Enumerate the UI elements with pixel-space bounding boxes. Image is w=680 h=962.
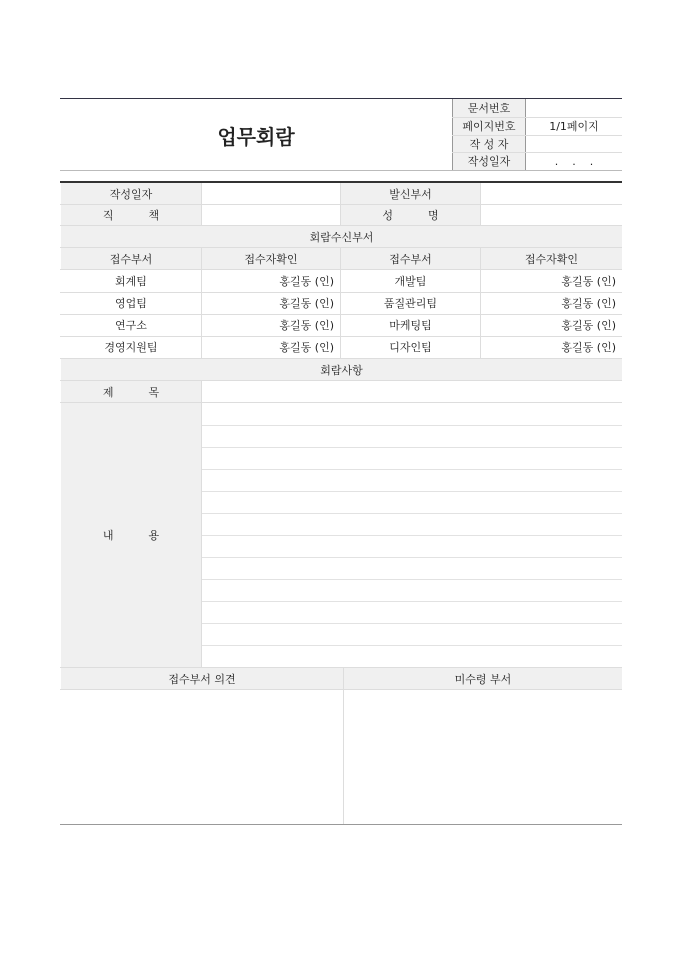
recipient-confirm[interactable]: 홍길동 (인) [279, 341, 334, 354]
col-header-confirm-2: 접수자확인 [524, 252, 579, 266]
content-line [202, 601, 622, 602]
content-line [202, 645, 622, 646]
recipient-confirm[interactable]: 홍길동 (인) [561, 297, 616, 310]
table-bottom-rule [60, 824, 622, 825]
sender-dept-label: 발신부서 [389, 187, 432, 201]
meta-page-number-label: 페이지번호 [462, 120, 516, 133]
subject-label: 제 목 [61, 381, 201, 402]
col-header-dept-1: 접수부서 [109, 252, 153, 266]
meta-date-value[interactable]: . . . [554, 154, 594, 168]
col-header-confirm-1: 접수자확인 [244, 252, 298, 266]
col-divider [340, 183, 341, 225]
content-label: 내 용 [61, 403, 201, 667]
date-value[interactable] [202, 183, 340, 204]
opinion-body[interactable] [61, 690, 343, 823]
content-line [202, 469, 622, 470]
sender-dept-value[interactable] [481, 183, 622, 204]
opinion-label: 접수부서 의견 [168, 672, 236, 686]
name-value[interactable] [481, 204, 622, 225]
col-divider [480, 183, 481, 225]
recipients-section-title: 회람수신부서 [61, 226, 622, 247]
content-line [202, 579, 622, 580]
meta-author-value[interactable] [526, 135, 622, 152]
meta-page-number-value: 1/1페이지 [549, 120, 599, 133]
col-divider [201, 183, 202, 225]
header-bottom-rule [60, 170, 622, 171]
date-label: 작성일자 [109, 187, 153, 201]
col-header-dept-2: 접수부서 [389, 252, 432, 266]
meta-doc-number-value[interactable] [526, 99, 622, 117]
content-line [202, 491, 622, 492]
recipient-confirm[interactable]: 홍길동 (인) [279, 275, 334, 288]
col-divider [340, 248, 341, 358]
recipient-dept: 개발팀 [394, 275, 427, 288]
content-line [202, 513, 622, 514]
meta-date-label: 작성일자 [467, 155, 511, 168]
name-label: 성 명 [382, 208, 439, 222]
document-title: 업무회람 [217, 124, 295, 149]
recipient-dept: 디자인팀 [389, 341, 432, 354]
col-divider [480, 248, 481, 358]
recipient-confirm[interactable]: 홍길동 (인) [279, 297, 334, 310]
meta-author-label: 작 성 자 [469, 137, 509, 151]
recipient-confirm[interactable]: 홍길동 (인) [561, 319, 616, 332]
content-line [202, 557, 622, 558]
subject-value[interactable] [202, 381, 622, 402]
col-divider [201, 248, 202, 358]
content-body[interactable] [202, 403, 622, 667]
content-line [202, 535, 622, 536]
recipient-confirm[interactable]: 홍길동 (인) [561, 275, 616, 288]
unreceived-body[interactable] [344, 690, 622, 823]
recipient-dept: 영업팀 [115, 297, 147, 310]
recipient-confirm[interactable]: 홍길동 (인) [279, 319, 334, 332]
recipient-confirm[interactable]: 홍길동 (인) [561, 341, 616, 354]
content-line [202, 623, 622, 624]
recipient-dept: 품질관리팀 [383, 297, 438, 310]
recipient-dept: 마케팅팀 [389, 319, 432, 332]
circular-section-title: 회람사항 [61, 359, 622, 380]
content-line [202, 447, 622, 448]
content-line [202, 425, 622, 426]
recipient-dept: 경영지원팀 [104, 341, 158, 354]
recipient-dept: 회계팀 [115, 275, 147, 288]
unreceived-label: 미수령 부서 [454, 672, 512, 686]
recipient-dept: 연구소 [115, 319, 147, 332]
position-label: 직 책 [102, 208, 160, 222]
position-value[interactable] [202, 204, 340, 225]
meta-doc-number-label: 문서번호 [467, 102, 511, 115]
